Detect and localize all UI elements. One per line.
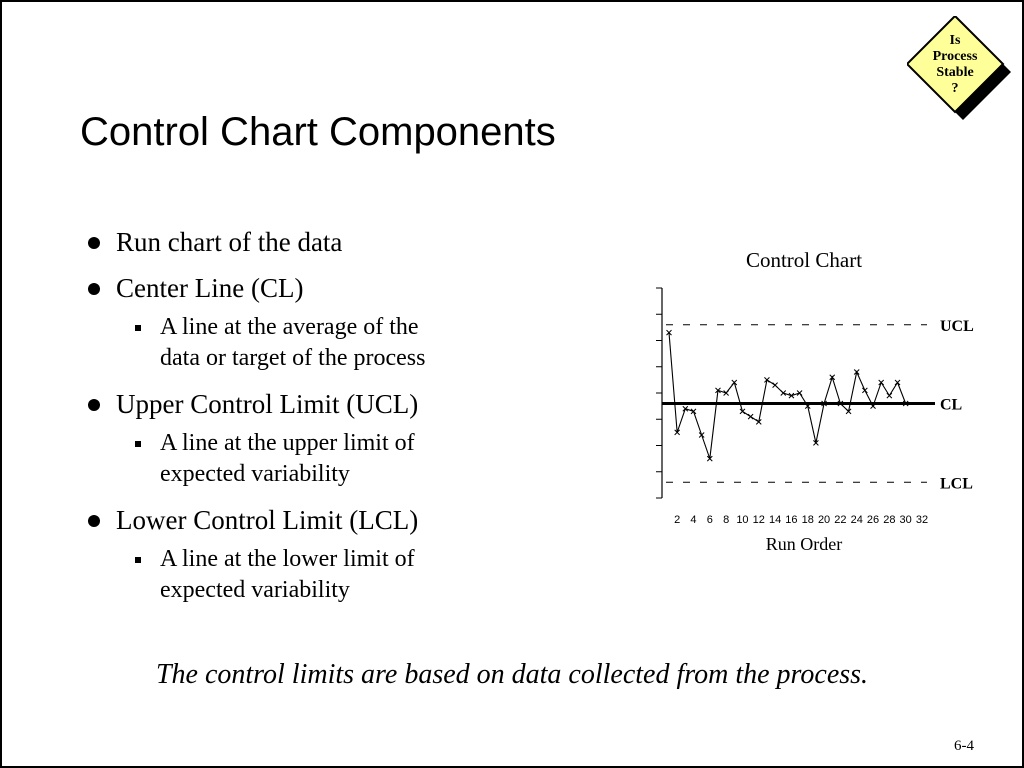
- data-point-marker: [887, 393, 892, 398]
- x-tick-label: 10: [736, 514, 749, 526]
- square-bullet-icon: [135, 441, 141, 447]
- data-point-marker: [895, 380, 900, 385]
- bullet-text: Lower Control Limit (LCL): [116, 505, 419, 535]
- ucl-label: UCL: [940, 317, 974, 335]
- square-bullet-icon: [135, 557, 141, 563]
- data-point-marker: [879, 380, 884, 385]
- x-tick-label: 24: [850, 514, 863, 526]
- slide-title: Control Chart Components: [80, 110, 556, 154]
- sub-bullet-line-1: A line at the lower limit of: [160, 546, 415, 572]
- x-tick-label: 12: [752, 514, 765, 526]
- square-bullet-icon: [135, 325, 141, 331]
- bullet-list: [86, 224, 556, 618]
- x-tick-label: 16: [785, 514, 798, 526]
- bullet-dot-icon: [88, 283, 100, 295]
- x-tick-label: 18: [801, 514, 814, 526]
- sub-bullet-ucl: [130, 428, 530, 490]
- badge-line-2: Process: [932, 49, 978, 64]
- x-tick-label: 28: [883, 514, 896, 526]
- badge-line-1: Is: [949, 33, 961, 48]
- x-tick-label: 4: [690, 514, 697, 526]
- badge-line-4: ?: [951, 81, 959, 96]
- x-tick-label: 2: [674, 514, 681, 526]
- x-tick-label: 22: [834, 514, 847, 526]
- data-point-marker: [699, 433, 704, 438]
- bullet-text: Upper Control Limit (UCL): [116, 389, 419, 419]
- sub-bullet-line-2: expected variability: [160, 577, 350, 603]
- x-tick-label: 14: [768, 514, 782, 526]
- bullet-dot-icon: [88, 515, 100, 527]
- sub-bullet-line-1: A line at the upper limit of: [160, 430, 415, 456]
- chart-title: Control Chart: [745, 248, 863, 272]
- x-tick-label: 8: [723, 514, 730, 526]
- footer-note: The control limits are based on data collected from the process.: [155, 659, 869, 690]
- data-point-marker: [862, 388, 867, 393]
- bullet-ucl: [86, 386, 556, 422]
- data-series-line: [669, 333, 906, 459]
- is-process-stable-badge: [907, 16, 1011, 120]
- data-point-marker: [773, 383, 778, 388]
- x-tick-label: 32: [915, 514, 929, 526]
- bullet-run-chart: [86, 224, 556, 260]
- x-tick-label: 26: [866, 514, 880, 526]
- x-tick-label: 20: [817, 514, 831, 526]
- sub-bullet-lcl: [130, 544, 530, 606]
- cl-label: CL: [940, 396, 963, 414]
- sub-bullet-line-1: A line at the average of the: [160, 314, 419, 340]
- badge-line-3: Stable: [936, 65, 974, 80]
- x-tick-label: 6: [706, 514, 713, 526]
- bullet-center-line: [86, 270, 556, 306]
- page-number: 6-4: [954, 738, 974, 754]
- x-axis-label: Run Order: [765, 534, 843, 554]
- control-chart-svg: [642, 240, 1002, 560]
- x-tick-label: 30: [899, 514, 912, 526]
- sub-bullet-center-line: [130, 312, 530, 374]
- bullet-text: Center Line (CL): [116, 273, 304, 303]
- sub-bullet-line-2: data or target of the process: [160, 345, 426, 371]
- bullet-text: Run chart of the data: [116, 227, 343, 257]
- data-point-marker: [748, 414, 753, 419]
- bullet-lcl: [86, 502, 556, 538]
- bullet-dot-icon: [88, 237, 100, 249]
- sub-bullet-line-2: expected variability: [160, 461, 350, 487]
- bullet-dot-icon: [88, 399, 100, 411]
- control-chart: [642, 240, 1002, 560]
- lcl-label: LCL: [940, 475, 973, 493]
